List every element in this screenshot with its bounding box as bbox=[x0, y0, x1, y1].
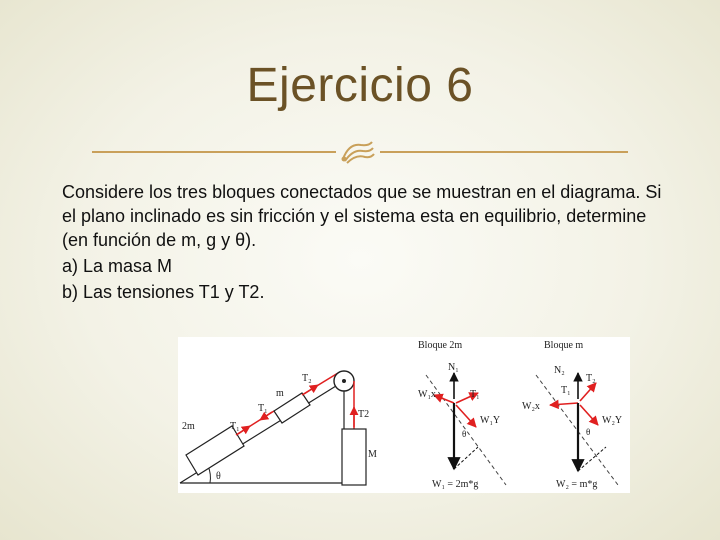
fbd-2m-caption: Bloque 2m bbox=[418, 340, 463, 351]
physics-diagram bbox=[178, 337, 630, 493]
fbd-block-2m bbox=[418, 340, 506, 490]
block-2m bbox=[186, 426, 244, 475]
fbd-m-theta-label: θ bbox=[586, 427, 591, 437]
t2-label-side: T2 bbox=[358, 409, 370, 420]
t2-arrow-incline bbox=[304, 385, 318, 394]
fbd-2m-weight-label: W₁ = 2m*g bbox=[432, 479, 479, 490]
question-b: b) Las tensiones T1 y T2. bbox=[62, 282, 265, 302]
scroll-ornament-icon bbox=[339, 139, 377, 165]
fbd-2m-w1x-label: W₁x bbox=[418, 389, 436, 400]
fbd-block-m bbox=[522, 340, 622, 490]
slide-title: Ejercicio 6 bbox=[246, 59, 474, 112]
incline-theta-label: θ bbox=[216, 471, 221, 482]
fbd-m-t1-label: T₁ bbox=[561, 385, 571, 396]
body-text bbox=[62, 180, 662, 304]
t1-label-a: T₁ bbox=[230, 421, 240, 432]
fbd-2m-t1-label: T₁ bbox=[470, 389, 480, 400]
block-m-label: m bbox=[276, 388, 284, 399]
question-a: a) La masa M bbox=[62, 256, 173, 276]
fbd-m-n2-label: N₂ bbox=[554, 365, 565, 376]
fbd-m-t2-label: T₂ bbox=[586, 373, 596, 384]
t2-label-top: T₂ bbox=[302, 373, 312, 384]
fbd-2m-n1-label: N₁ bbox=[448, 362, 459, 373]
fbd-m-w2y-label: W₂Y bbox=[602, 415, 623, 426]
fbd-2m-w1y-label: W₁Y bbox=[480, 415, 501, 426]
mass-M-label: M bbox=[368, 449, 377, 460]
fbd-m-w2x-label: W₂x bbox=[522, 401, 540, 412]
t1-label-b: T₁ bbox=[258, 403, 268, 414]
problem-statement: Considere los tres bloques conectados que se muestran en el diagrama. Si el plano inclinado es sin fricción y el sistema esta en equilibrio, determine (en función de m, g y θ). bbox=[62, 182, 662, 250]
hanging-mass-m bbox=[342, 429, 366, 485]
divider-line-left bbox=[92, 151, 336, 153]
fbd-2m-theta-label: θ bbox=[462, 429, 467, 439]
fbd-m-weight-label: W₂ = m*g bbox=[556, 479, 598, 490]
block-2m-label: 2m bbox=[182, 421, 195, 432]
divider-line-right bbox=[380, 151, 628, 153]
incline-scene bbox=[180, 371, 377, 485]
fbd-m-caption: Bloque m bbox=[544, 340, 584, 351]
t1-arrow-a bbox=[238, 426, 250, 434]
